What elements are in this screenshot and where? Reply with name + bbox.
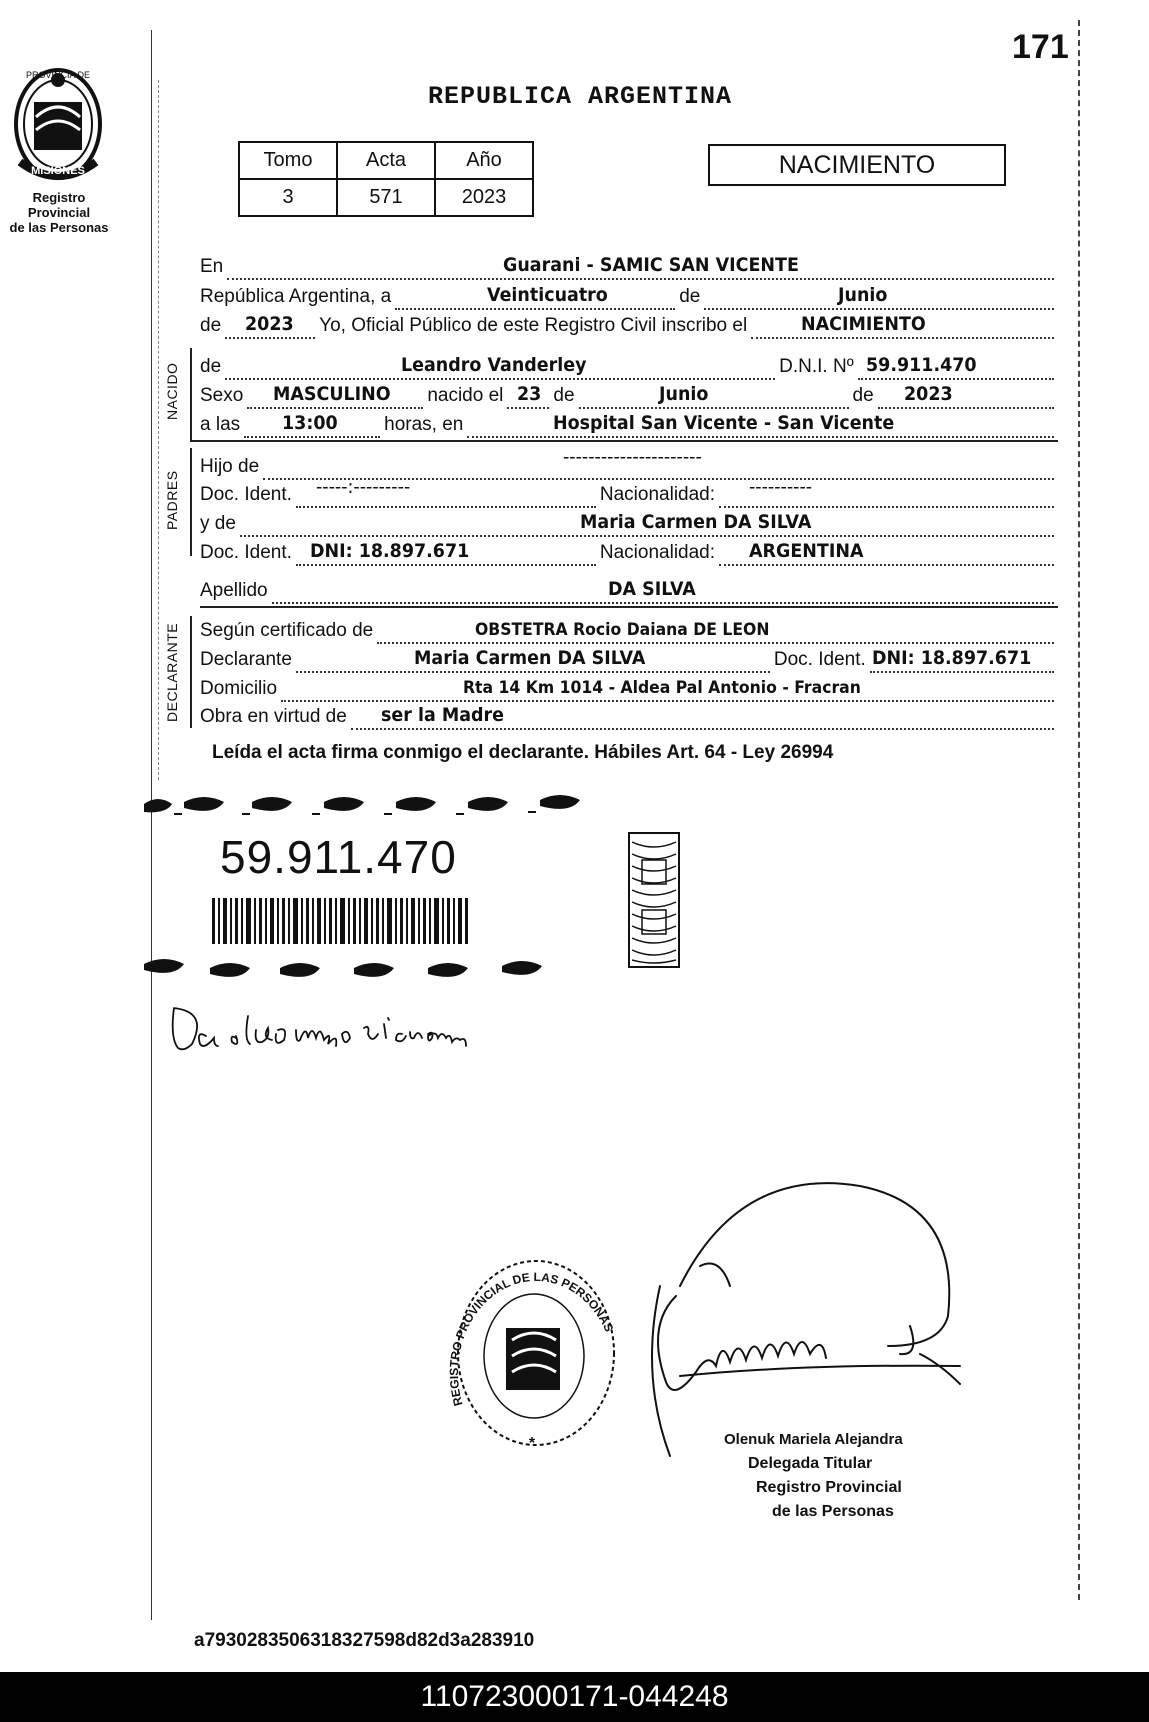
label-en: En	[200, 256, 224, 277]
address-value: Rta 14 Km 1014 - Aldea Pal Antonio - Fracran	[463, 678, 861, 698]
nacido-name-field	[225, 352, 775, 380]
nacido-underline	[190, 440, 1058, 442]
day-field	[395, 282, 675, 310]
birth-place-field	[467, 410, 1054, 438]
header-anio: Año	[435, 142, 533, 179]
declarant-doc-value: DNI: 18.897.671	[871, 647, 1032, 669]
place-value: Guarani - SAMIC SAN VICENTE	[503, 254, 800, 276]
month-value: Junio	[838, 284, 888, 306]
label-father-nat: Nacionalidad:	[599, 484, 716, 505]
label-birth-de: de	[553, 385, 575, 406]
header-acta: Acta	[337, 142, 435, 179]
province-emblem-icon	[6, 62, 110, 188]
mother-nat-value: ARGENTINA	[749, 540, 864, 562]
official-seal-icon	[446, 1248, 626, 1458]
certificate-field	[377, 616, 1054, 644]
label-hours: horas, en	[384, 414, 464, 435]
section-label-padres: PADRES	[164, 470, 180, 530]
sex-value: MASCULINO	[273, 383, 391, 405]
label-declarant: Declarante	[200, 649, 292, 670]
birth-year-value: 2023	[903, 383, 953, 405]
mother-doc-field	[296, 538, 596, 566]
row-apellido	[200, 576, 1058, 604]
value-tomo: 3	[239, 179, 337, 216]
row-date	[200, 282, 1058, 310]
right-edge-marks	[1078, 20, 1080, 1600]
official-registry-2: de las Personas	[772, 1503, 894, 1520]
father-doc-value: -----:---------	[315, 476, 411, 498]
act-field	[751, 311, 1054, 339]
registry-name	[0, 190, 118, 235]
time-field	[244, 410, 380, 438]
birth-place-value: Hospital San Vicente - San Vicente	[553, 412, 895, 434]
act-value: NACIMIENTO	[801, 313, 926, 335]
row-place	[200, 252, 1058, 280]
apellido-value: DA SILVA	[607, 578, 696, 600]
year-value: 2023	[245, 313, 294, 335]
section-label-declarante: DECLARANTE	[164, 622, 180, 722]
capacity-field	[351, 702, 1054, 730]
father-nat-value: ----------	[749, 476, 813, 498]
declarant-value: Maria Carmen DA SILVA	[413, 647, 646, 669]
barcode-icon	[212, 898, 472, 944]
official-role: Delegada Titular	[748, 1455, 873, 1472]
row-mother	[200, 509, 1058, 537]
time-value: 13:00	[282, 412, 338, 434]
sex-field	[247, 381, 423, 409]
seal-arc-text: REGISTRO PROVINCIAL DE LAS PERSONAS	[446, 1269, 617, 1408]
row-nacido-name	[200, 352, 1058, 380]
security-hologram-icon	[628, 832, 680, 968]
label-born: nacido el	[427, 385, 504, 406]
register-value-row	[239, 179, 533, 216]
value-anio: 2023	[435, 179, 533, 216]
year-field	[225, 311, 315, 339]
statement-text: Yo, Oficial Público de este Registro Civil inscribo el	[319, 315, 748, 336]
register-header-row	[239, 142, 533, 179]
label-father-doc: Doc. Ident.	[200, 484, 292, 505]
birth-month-value: Junio	[658, 383, 708, 405]
father-name-value: ----------------------	[563, 446, 702, 468]
label-birth-de2: de	[852, 385, 874, 406]
label-a-las: a las	[200, 414, 241, 435]
document-hash: a79302835063183275​98d82d3a283910	[194, 1630, 535, 1651]
birth-day-value: 23	[517, 383, 542, 405]
footer-code-bar: 110723000171-044248	[0, 1672, 1149, 1722]
mother-doc-value: DNI: 18.897.671	[309, 540, 470, 562]
registry-name-line2: de las Personas	[9, 220, 109, 235]
label-apellido: Apellido	[200, 580, 268, 601]
label-capacity: Obra en virtud de	[200, 706, 347, 727]
nacido-bar	[190, 348, 192, 440]
label-declarant-doc: Doc. Ident.	[773, 649, 866, 670]
label-de-year: de	[200, 315, 222, 336]
birth-month-field	[579, 381, 849, 409]
official-signature	[620, 1166, 980, 1466]
apellido-field	[272, 576, 1054, 604]
label-mother-doc: Doc. Ident.	[200, 542, 292, 563]
mother-name-value: Maria Carmen DA SILVA	[579, 511, 812, 533]
province-emblem	[6, 62, 110, 188]
header-tomo: Tomo	[239, 142, 337, 179]
father-doc-field	[296, 476, 596, 508]
birth-year-field	[878, 381, 1054, 409]
svg-text:PROVINCIA DE: PROVINCIA DE	[25, 70, 91, 80]
declarant-handwritten-signature	[166, 996, 486, 1056]
certificate-value: OBSTETRA Rocio Daiana DE LEON	[475, 620, 770, 640]
capacity-value: ser la Madre	[380, 704, 504, 726]
nacido-name-value: Leandro Vanderley	[401, 354, 587, 376]
month-field	[704, 282, 1054, 310]
closing-note: Leída el acta firma conmigo el declarante. Hábiles Art. 64 - Ley 26994	[212, 742, 834, 763]
label-y-de: y de	[200, 513, 236, 534]
svg-text:*: *	[528, 1435, 536, 1452]
registry-name-line1: Registro Provincial	[27, 190, 91, 220]
row-capacity	[200, 702, 1058, 730]
label-mother-nat: Nacionalidad:	[599, 542, 716, 563]
page-number: 171	[1012, 28, 1069, 66]
label-sexo: Sexo	[200, 385, 244, 406]
apellido-underline	[200, 606, 1058, 608]
row-mother-doc	[200, 538, 1058, 566]
row-nacido-sex	[200, 381, 1058, 409]
row-declarant	[200, 645, 1058, 673]
value-acta: 571	[337, 179, 435, 216]
row-address	[200, 674, 1058, 702]
sticker-border-pattern-icon	[140, 792, 590, 984]
label-dni: D.N.I. Nº	[779, 356, 854, 377]
mother-nat-field	[719, 538, 1054, 566]
official-name: Olenuk Mariela Alejandra	[724, 1431, 903, 1448]
svg-text:MISIONES: MISIONES	[31, 165, 85, 177]
row-father-doc	[200, 476, 1058, 508]
row-nacido-time	[200, 410, 1058, 438]
nacido-dni-field	[858, 352, 1054, 380]
left-margin-rule-inner	[158, 80, 159, 780]
row-certificate	[200, 616, 1058, 644]
nacido-dni-value: 59.911.470	[865, 354, 977, 376]
sticker-number: 59.911.470	[220, 831, 457, 883]
register-table	[238, 141, 534, 217]
label-certificate: Según certificado de	[200, 620, 374, 641]
record-type-box: NACIMIENTO	[708, 144, 1006, 186]
label-hijo-de: Hijo de	[200, 456, 260, 477]
declarant-doc-field	[870, 645, 1054, 673]
place-field	[227, 252, 1054, 280]
padres-bar	[190, 448, 192, 556]
official-registry: Registro Provincial	[756, 1479, 902, 1496]
declarant-field	[296, 645, 770, 673]
birth-day-field	[507, 381, 549, 409]
section-label-nacido: NACIDO	[164, 362, 180, 420]
id-sticker	[140, 792, 590, 984]
declarante-bar	[190, 616, 192, 728]
address-field	[281, 674, 1054, 702]
label-nacido-de: de	[200, 356, 222, 377]
label-de: de	[679, 286, 701, 307]
mother-name-field	[240, 509, 1054, 537]
father-nat-field	[719, 476, 1054, 508]
document-title: REPUBLICA ARGENTINA	[428, 82, 733, 111]
day-value: Veinticuatro	[487, 284, 608, 306]
label-republic: República Argentina, a	[200, 286, 392, 307]
label-address: Domicilio	[200, 678, 278, 699]
signature-text: Da silva maria carmen	[166, 996, 176, 997]
row-statement	[200, 311, 1058, 339]
official-stamp-text	[724, 1428, 903, 1524]
